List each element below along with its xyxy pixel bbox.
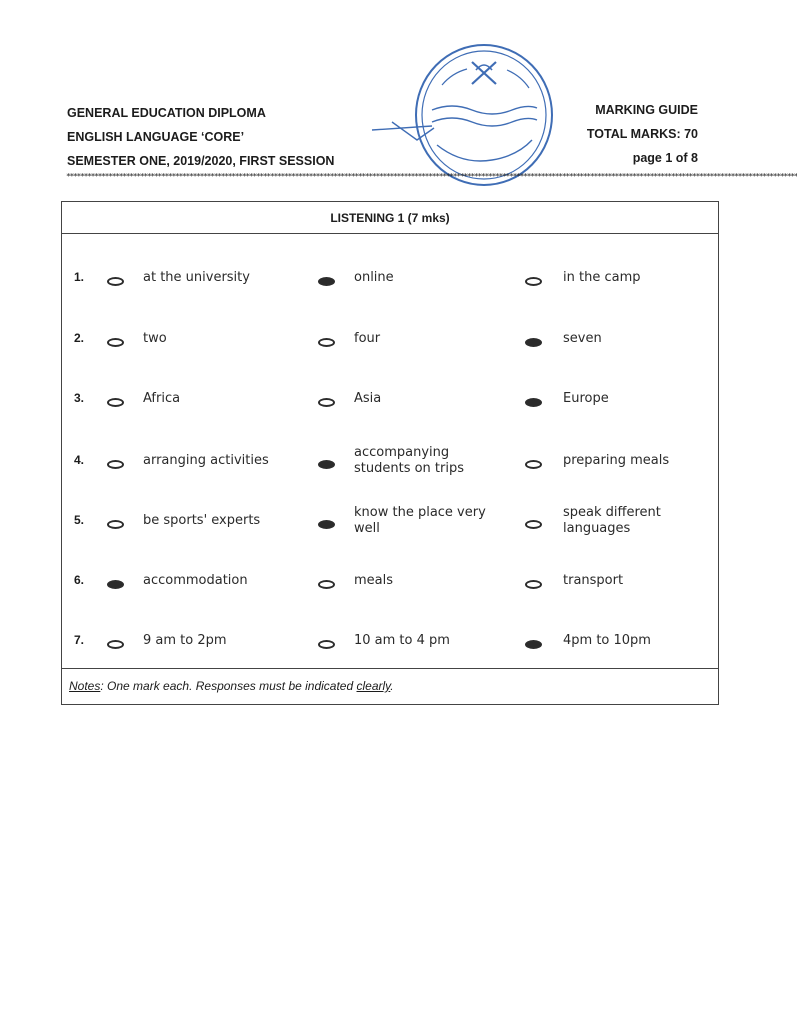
answer-option-text (354, 505, 486, 537)
answer-option-line: 10 am to 4 pm (354, 633, 450, 648)
answer-option-line: transport (563, 573, 624, 588)
question-number: 7. (74, 633, 85, 647)
answer-option-text (143, 453, 269, 469)
answer-bubble[interactable] (107, 398, 124, 407)
question-number: 5. (74, 513, 85, 527)
question-number: 4. (74, 453, 85, 467)
page-indicator: page 1 of 8 (632, 151, 698, 165)
answer-bubble-filled[interactable] (318, 520, 335, 529)
answer-option-line: students on trips (354, 461, 465, 476)
answer-bubble[interactable] (107, 520, 124, 529)
answer-option-line: speak different (563, 505, 661, 520)
question-row (62, 440, 718, 484)
answer-option-text (354, 391, 381, 407)
question-row (62, 620, 718, 664)
answer-option-line: two (143, 331, 167, 346)
answer-bubble-filled[interactable] (525, 640, 542, 649)
answer-bubble[interactable] (107, 640, 124, 649)
header-divider: **************************************************************************************************************************************************************************************************************** (66, 172, 797, 181)
question-row (62, 560, 718, 604)
question-number: 3. (74, 391, 85, 405)
answer-option-line: well (354, 521, 380, 536)
notes-label: Notes (69, 679, 101, 693)
answer-option-text (354, 573, 393, 589)
question-row (62, 500, 718, 544)
answer-bubble-filled[interactable] (107, 580, 124, 589)
answer-option-line: four (354, 331, 381, 346)
answer-option-text (354, 445, 464, 477)
total-marks: TOTAL MARKS: 70 (586, 127, 698, 141)
answer-option-line: arranging activities (143, 453, 269, 468)
answer-option-line: 4pm to 10pm (563, 633, 651, 648)
answer-option-text (563, 573, 623, 589)
answer-option-line: Europe (563, 391, 609, 406)
answer-bubble[interactable] (525, 520, 542, 529)
notes-emphasis: clearly (356, 679, 391, 693)
question-row (62, 318, 718, 362)
answer-bubble[interactable] (318, 338, 335, 347)
answer-option-line: online (354, 270, 394, 285)
answer-option-text (563, 453, 669, 469)
exam-title: GENERAL EDUCATION DIPLOMA (67, 106, 266, 120)
answer-option-text (143, 573, 248, 589)
answer-option-line: be sports' experts (143, 513, 261, 528)
answer-option-line: 9 am to 2pm (143, 633, 227, 648)
answer-option-line: seven (563, 331, 602, 346)
answer-bubble[interactable] (525, 580, 542, 589)
answer-bubble[interactable] (318, 580, 335, 589)
exam-subject: ENGLISH LANGUAGE ‘CORE’ (67, 130, 245, 144)
answer-option-line: preparing meals (563, 453, 670, 468)
section-title: LISTENING 1 (7 mks) (62, 202, 718, 234)
question-number: 6. (74, 573, 85, 587)
answer-option-line: accommodation (143, 573, 248, 588)
question-number: 2. (74, 331, 85, 345)
marking-header (587, 98, 698, 170)
answer-option-text (143, 331, 167, 347)
answer-option-text (143, 513, 260, 529)
marking-guide-title: MARKING GUIDE (595, 103, 698, 117)
answer-option-text (354, 331, 380, 347)
question-row (62, 378, 718, 422)
answer-bubble[interactable] (107, 277, 124, 286)
answer-bubble-filled[interactable] (525, 398, 542, 407)
listening-answer-table (61, 201, 719, 705)
exam-header (67, 101, 334, 173)
answer-option-text (354, 270, 394, 286)
answer-bubble[interactable] (525, 277, 542, 286)
answer-bubble-filled[interactable] (318, 277, 335, 286)
answer-bubble[interactable] (107, 338, 124, 347)
answer-option-line: at the university (143, 270, 250, 285)
answer-bubble-filled[interactable] (525, 338, 542, 347)
answer-option-line: in the camp (563, 270, 641, 285)
answer-option-text (143, 633, 227, 649)
notes-end: . (390, 679, 394, 693)
question-row (62, 257, 718, 301)
question-number: 1. (74, 270, 85, 284)
answer-option-line: know the place very (354, 505, 486, 520)
answer-option-text (563, 331, 602, 347)
answer-option-line: accompanying (354, 445, 450, 460)
answer-bubble[interactable] (525, 460, 542, 469)
answer-option-text (354, 633, 450, 649)
answer-option-line: meals (354, 573, 394, 588)
answer-option-line: Asia (354, 391, 382, 406)
notes-footer (62, 668, 718, 693)
official-seal-stamp (412, 40, 557, 190)
notes-text: : One mark each. Responses must be indicated (100, 679, 357, 693)
answer-option-text (563, 391, 609, 407)
answer-bubble[interactable] (318, 398, 335, 407)
answer-option-text (563, 505, 661, 537)
answer-option-text (563, 270, 640, 286)
answer-bubble[interactable] (318, 640, 335, 649)
answer-option-line: Africa (143, 391, 181, 406)
answer-option-text (143, 391, 180, 407)
answer-bubble[interactable] (107, 460, 124, 469)
exam-session: SEMESTER ONE, 2019/2020, FIRST SESSION (67, 154, 335, 168)
answer-bubble-filled[interactable] (318, 460, 335, 469)
answer-option-text (563, 633, 651, 649)
answer-option-text (143, 270, 250, 286)
answer-option-line: languages (563, 521, 631, 536)
